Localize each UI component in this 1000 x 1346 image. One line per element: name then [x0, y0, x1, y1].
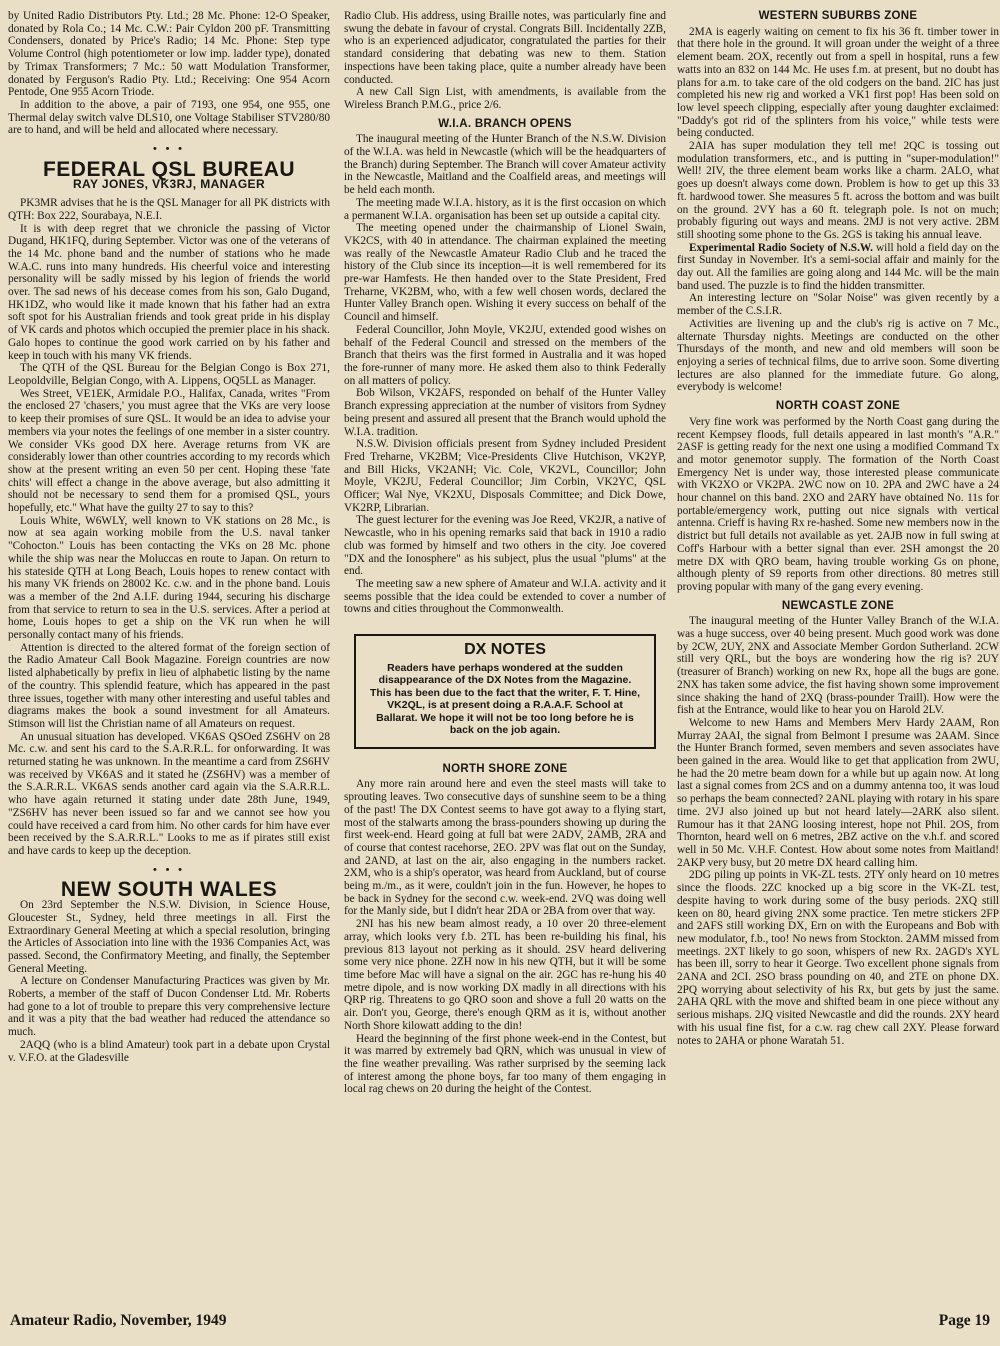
paragraph: A lecture on Condenser Manufacturing Practices was given by Mr. Roberts, a member of the staff of Ducon Condenser Ltd. Mr. Roberts had gone to a lot of trouble to prepare this very comprehensive lecture and it was a pity that the bad weather had reduced the attendance so much. — [8, 975, 330, 1039]
section-separator: • • • — [152, 143, 186, 156]
paragraph: by United Radio Distributors Pty. Ltd.; 28 Mc. Phone: 12-O Speaker, donated by Rola Co.; 14 Mc. C.W.: Pair Cyldon 200 pF. Transmitting Condensers, donated by Price's Radio; 14 Mc. Phone: Step type Volume Control (high potentiometer or low imp. ladder type), donated by Trimax Transformers; 7 Mc.: 50 watt Modulation Transformer, donated by Ferguson's Radio Pty. Ltd.; Receiving: One 954 Acorn Pentode, One 955 Acorn Triode. — [8, 10, 330, 99]
paragraph: The inaugural meeting of the Hunter Branch of the N.S.W. Division of the W.I.A. was held in Newcastle (which will be the headquarters of the Branch) during September. The Branch will cover Amateur activity in the Newcastle, Maitland and the Coalfield areas, and meetings will be held each month. — [344, 133, 666, 197]
paragraph: It is with deep regret that we chronicle the passing of Victor Dugand, HK1FQ, during September. Victor was one of the veterans of the 14 Mc. phone band and the number of stations who he made W.A.C. runs into many hundreds. His cheerful voice and interesting personality will be sadly missed by his legion of friends the world over. The sad news of his decease comes from his son, Galo Dugand, HK1DZ, who would like it made known that his father had an extra soft spot for his Australian friends and took great pride in his display of VK cards and photos which occupied the premier place in his shack. Galo hopes to continue the good work carried on by his father and keep in touch with his many VK friends. — [8, 222, 330, 362]
paragraph: 2NI has his new beam almost ready, a 10 over 20 three-element array, which looks very f.b. 2TL has been re-building his final, his previous 813 layout not perking as it should. 2SV heard delivering some very nice phone. 2ZH now in his new QTH, but it will be some time before Mac will have a signal on the air. 2GC has re-hung his 40 metre dipole, and is now working DX madly in all directions with his QRP rig. Threatens to go QRO soon and shove a full 20 watts on the air. Don't you, George, there's enough QRM as it is, without another North Shore kilowatt adding to the din! — [344, 918, 666, 1032]
section-heading-qsl-bureau: FEDERAL QSL BUREAU — [42, 157, 296, 181]
paragraph: PK3MR advises that he is the QSL Manager for all PK districts with QTH: Box 222, Sourabaya, N.E.I. — [8, 197, 330, 222]
paragraph: Any more rain around here and even the steel masts will take to sprouting leaves. Two consecutive days of sunshine seem to be a thing of the past! The DX Contest seems to have got away to a flying start, most of the stalwarts among the brass-pounders showing up during the first week-end. Heard going at full bat were 2ADV, 2AMB, 2RA and of course that contest racehorse, 2EO. 2PV was flat out on the Sunday, and 2AND, at last on the air, also engaging in the numbers racket. 2XM, who is a ship's operator, was heard from Auckland, but of course being m./m., as it were, couldn't join in the fun. However, he hopes to be back in Sydney for the second c.w. week-end. 2VQ was doing well for the Manly side, but I didn't hear 2DA or 2BA from over that way. — [344, 778, 666, 918]
paragraph: The inaugural meeting of the Hunter Valley Branch of the W.I.A. was a huge success, over 40 being present. Much good work was done by 2CW, 2UY, 2NX and Associate Member Gordon Sutherland. 2CW still very QRL, but the boys are wondering how the rig is? 2UY (treasurer of Branch) working on new Rx, hope all the bugs are gone. 2NX has taken some advice, the fist having shown some improvement since shaking the hand of 2XQ (brass-pounder Traill). How were the fish at the Entrance, would like to hear you on Harold 2LV. — [677, 615, 999, 717]
section-heading-western-suburbs: WESTERN SUBURBS ZONE — [758, 10, 918, 22]
paragraph: The meeting opened under the chairmanship of Lionel Swain, VK2CS, with 40 in attendance. The chairman explained the meeting was really of the Newcastle Amateur Radio Club and he traced the history of the Club since its inception—it is well remembered for its pre-war Hamfests. He then handed over to the State President, Fred Treharne, VK2BM, who, with a few well chosen words, declared the Hunter Valley Branch open. Wishing it every success on behalf of the Council and himself. — [344, 222, 666, 324]
paragraph: Louis White, W6WLY, well known to VK stations on 28 Mc., is now at sea again working mobile from the U.S. naval tanker "Cohocton." Louis has been contacting the VKs on 28 Mc. phone while the ship was near the Moluccas en route to Japan. On return to his stateside QTH at Long Beach, Louis hopes to renew contact with his many VK friends on 28002 Kc. c.w. and in the phone band. Louis was a member of the 2nd A.I.F. during 1944, securing his discharge from that service to return to sea in the U.S. services. After a period at home, Louis hopes to get a ship on the VK run when he will personally contact many of his friends. — [8, 514, 330, 642]
paragraph: On 23rd September the N.S.W. Division, in Science House, Gloucester St., Sydney, held three meetings in all. First the Extraordinary General Meeting at which a special resolution, bringing the Articles of Association into line with the 1936 Companies Act, was passed. Second, the Confirmatory Meeting, and finally, the September General Meeting. — [8, 899, 330, 975]
paragraph: In addition to the above, a pair of 7193, one 954, one 955, one Thermal delay switch valve DLS10, one Voltage Stabiliser STV280/80 are to hand, and will be held and allocated where necessary. — [8, 98, 330, 137]
section-separator: • • • — [152, 863, 186, 876]
paragraph: Radio Club. His address, using Braille notes, was particularly fine and swung the debate in favour of crystal. Congrats Bill. Incidentally 2ZB, who is an experienced adjudicator, congratulated the parties for their standard considering that debating was new to them. Station inspections have been taking place, quite a number already have been conducted. — [344, 10, 666, 86]
paragraph: The guest lecturer for the evening was Joe Reed, VK2JR, a native of Newcastle, who in his opening remarks said that back in 1910 a radio club was formed by himself and two others in the city. Joe covered "DX and the Ionosphere" as his subject, plus the usual "plums" at the end. — [344, 514, 666, 578]
paragraph: Wes Street, VE1EK, Armidale P.O., Halifax, Canada, writes "From the enclosed 27 'chasers,' you must agree that the VKs are very loose to keep their promises of sure QSL. It would be an idea to advise your members via your notes the feelings of one member in a sister country. We consider VKs good DX here. Average returns from VK are considerably lower than other countries according to my records which show at the present writing an even 50 per cent. Hoping these 'fate chits' will effect a change in the above average, but also admitting it should not be necessary to send them for a promised QSL, yours hopefully, etc." What have the guilty 27 to say to this? — [8, 387, 330, 515]
paragraph: The meeting made W.I.A. history, as it is the first occasion on which a permanent W.I.A. organisation has been set up outside a capital city. — [344, 196, 666, 222]
paragraph: Very fine work was performed by the North Coast gang during the recent Kempsey floods, full details appeared in last month's "A.R." 2ASF is getting ready for the next one using a modified Command Tx and motor genemotor supply. The formation of the North Coast Emergency Net is under way, those interested please communicate with VK2XO or VK2PA. 2WC now on 10. 2PA and 2WC have a 24 hour channel on this band. 2XO and 2ARY have obtained No. 11s for portable/emergency work, putting out nice signals with vertical antenna. Crieff is having Rx re-hashed. Some new members now in the district but full details not available as yet. 2AJB now in full swing at Coff's Harbour with a better signal than ever. 2SH amongst the 20 metre DX with QRO beam, having trouble working Gs on phone, although plenty of S9 reports from other directions. 80 metres still proving popular with many of the gang every evening. — [677, 415, 999, 593]
dx-notes-box — [354, 634, 656, 749]
paragraph: Federal Councillor, John Moyle, VK2JU, extended good wishes on behalf of the Federal Council and stressed on the members of the Branch that theirs was the first formed in Australia and it was hoped the fore-runner of many more. He asked them also to think Federally on all matters of policy. — [344, 323, 666, 387]
section-heading-north-shore: NORTH SHORE ZONE — [442, 762, 568, 775]
dx-notes-title: DX NOTES — [464, 641, 546, 659]
page-number: Page 19 — [938, 1312, 990, 1329]
page-footer — [10, 1312, 990, 1330]
paragraph: Welcome to new Hams and Members Merv Hardy 2AAM, Ron Murray 2AAI, the signal from Belmont I presume was 2AAM. Since the Hunter Branch formed, seven members and seven associates have been gained in the area. Would like to get that application from 2WU, he had the 20 metre beam down for a while but up again now. At long last a signal comes from 2CS and on a dummy antenna too, it was loud so perhaps the beam connected? 2ANL playing with rotary in his spare time. 2VJ also joined up but not heard lately—2ARK also silent. Rumour has it that 2ANG loosing interest, hope not Phil. 2OS, from Thornton, heard well on 6 metres, 2BZ active on the v.h.f. and scored well in 50 Mc. V.H.F. Contest. How about some notes from Maitland! 2AKP very busy, but 20 metre DX heard calling him. — [677, 716, 999, 869]
paragraph: A new Call Sign List, with amendments, is available from the Wireless Branch P.M.G., price 2/6. — [344, 86, 666, 111]
paragraph: N.S.W. Division officials present from Sydney included President Fred Treharne, VK2BM; Vice-Presidents Clive Hutchison, VK2YP, and Bill Hicks, VK2ANH; Vic. Cole, VK2VL, Councillor; John Moyle, VK2JU, Federal Councillor; Jim Corbin, VK2YC, QSL Officer; Wal Nye, VK2XU, Disposals Committee; and Dick Dowe, VK2RP, Librarian. — [344, 438, 666, 514]
paragraph: Activities are livening up and the club's rig is active on 7 Mc., alternate Thursday nights. Meetings are conducted on the other Thursdays of the month, and new and old members will soon be enjoying a series of technical films, due to arrive soon. Some diverting lectures are also planned for the immediate future. Go along, everybody is welcome! — [677, 317, 999, 394]
publication-info: Amateur Radio, November, 1949 — [10, 1312, 227, 1329]
society-name: Experimental Radio Society of N.S.W. — [689, 241, 873, 254]
paragraph: 2AIA has super modulation they tell me! 2QC is tossing out modulation transformers, etc., and is putting in "super-modulation!" Well! 2IV, the three element beam works like a charm. 2ALO, what goes up doesn't always come down. Problem is how to get up this 33 ft. hardwood tower. She measures 5 ft. across the bottom and was built on the ground. 2VY has a 60 ft. telegraph pole. Is not on much; probably figuring out ways and means. 2MJ is not very active. 2BM still shooting some phone to the Gs. 2GS is taking his annual leave. — [677, 140, 999, 241]
paragraph: An interesting lecture on "Solar Noise" was given recently by a member of the C.S.I.R. — [677, 292, 999, 318]
paragraph: An unusual situation has developed. VK6AS QSOed ZS6HV on 28 Mc. c.w. and sent his card to the S.A.R.R.L. for onforwarding. It was returned stating he was unknown. In the meantime a card from ZS6HV was received by VK6AS and it stated he (ZS6HV) was a member of the S.A.R.R.L. VK6AS sends another card again via the S.A.R.R.L. who have again returned it stating under date 28th June, 1949, "ZS6HV has never been issued so far and we cannot see how you could have received a card from him. No other cards for him have ever been received by the S.A.R.R.L." Looks to me as if pirates still exist and have cards to keep up the deception. — [8, 730, 330, 857]
paragraph: Bob Wilson, VK2AFS, responded on behalf of the Hunter Valley Branch expressing appreciation at the number of visitors from Sydney being present and assured all present that the Branch would uphold the W.I.A. tradition. — [344, 387, 666, 438]
section-heading-wia-branch: W.I.A. BRANCH OPENS — [438, 117, 572, 130]
paragraph: Heard the beginning of the first phone week-end in the Contest, but it was marred by extremely bad QRN, which was unusual in view of the fine weather prevailing. Was rather surprised by the seeming lack of interest among the phone boys, far too many of them engaging in local rag chews on 20 during the height of the Contest. — [344, 1032, 666, 1096]
section-heading-new-south-wales: NEW SOUTH WALES — [60, 878, 278, 902]
paragraph-text: will hold a field day on the first Sunday in November. It's a semi-social affair and mainly for the day out. All the families are going along and 144 Mc. will be the main band used. The puzzle is to find the hidden transmitter. — [677, 241, 999, 292]
paragraph: 2MA is eagerly waiting on cement to fix his 36 ft. timber tower in that there hole in the ground. It will groan under the weight of a three element beam. 2OX, recently out from a spell in hospital, runs a few watts into an 832 on 144 Mc. He uses f.m. at present, but no doubt has plans for a.m. to take care of the old codgers on the band. 2IC has just completed his new rig and worked a VK1 first pop! Has been sold on low level speech clipping, especially after young daughter exclaimed: "Daddy's got rid of the splinters from his voice," while tests were being conducted. — [677, 25, 999, 140]
column-2 — [344, 10, 666, 1096]
paragraph: 2AQQ (who is a blind Amateur) took part in a debate upon Crystal v. V.F.O. at the Gladesville — [8, 1038, 330, 1064]
dx-notes-body: Readers have perhaps wondered at the sudden disappearance of the DX Notes from the Magazine. This has been due to the fact that the writer, F. T. Hine, VK2QL, is at present doing a R.A.A.F. School at Ballarat. We hope it will not be too long before he is back on the job again. — [369, 661, 641, 737]
column-3 — [677, 10, 999, 1047]
paragraph — [677, 242, 999, 293]
paragraph: 2DG piling up points in VK-ZL tests. 2TY only heard on 10 metres since the floods. 2ZC knocked up a big score in the VK-ZL test, despite having to work during some of the busy periods. 2XQ still keen on 80, heard giving 2NX some practice. Ten metre stickers 2FP and 2AFS still working DX, Ern on with the Europeans and Bob with new modulator, f.b., too! No news from Stockton. 2AMM missed from meetings. 2XT likely to go soon, whispers of new Rx. 2AGD's XYL has been ill, sorry to hear it George. Two excellent phone signals from 2ANA and 2CI. 2SO brass pounding on 40, and 2TE on phone DX. 2PQ worrying about selectivity of his Rx, but gets by just the same. 2AHA QRL with the move and shifted beam in one piece without any serious mishaps. 2JQ visited Newcastle and did the rounds. 2XY heard with his usual fine fist, for a c.w. rag chew call 2XY. Please forward notes to 2AHA or phone Waratah 51. — [677, 869, 999, 1047]
section-heading-newcastle: NEWCASTLE ZONE — [781, 599, 895, 612]
section-byline: RAY JONES, VK3RJ, MANAGER — [72, 177, 266, 192]
paragraph: The QTH of the QSL Bureau for the Belgian Congo is Box 271, Leopoldville, Belgian Congo, with A. Lippens, OQ5LL as Manager. — [8, 362, 330, 387]
paragraph: Attention is directed to the altered format of the foreign section of the Radio Amateur Call Book Magazine. Foreign countries are now listed alphabetically by prefix in lieu of alphabetic listing by the name of the country. This splendid feature, which has appeared in the past three issues, together with many other interesting and useful tables and diagrams makes the book a sound investment for all Amateurs. Stimson will list the Christian name of all Amateurs on request. — [8, 641, 330, 730]
paragraph: The meeting saw a new sphere of Amateur and W.I.A. activity and it seems possible that the idea could be extended to cover a number of towns and cities throughout the Commonwealth. — [344, 577, 666, 616]
section-heading-north-coast: NORTH COAST ZONE — [775, 400, 901, 413]
column-1 — [8, 10, 330, 1064]
